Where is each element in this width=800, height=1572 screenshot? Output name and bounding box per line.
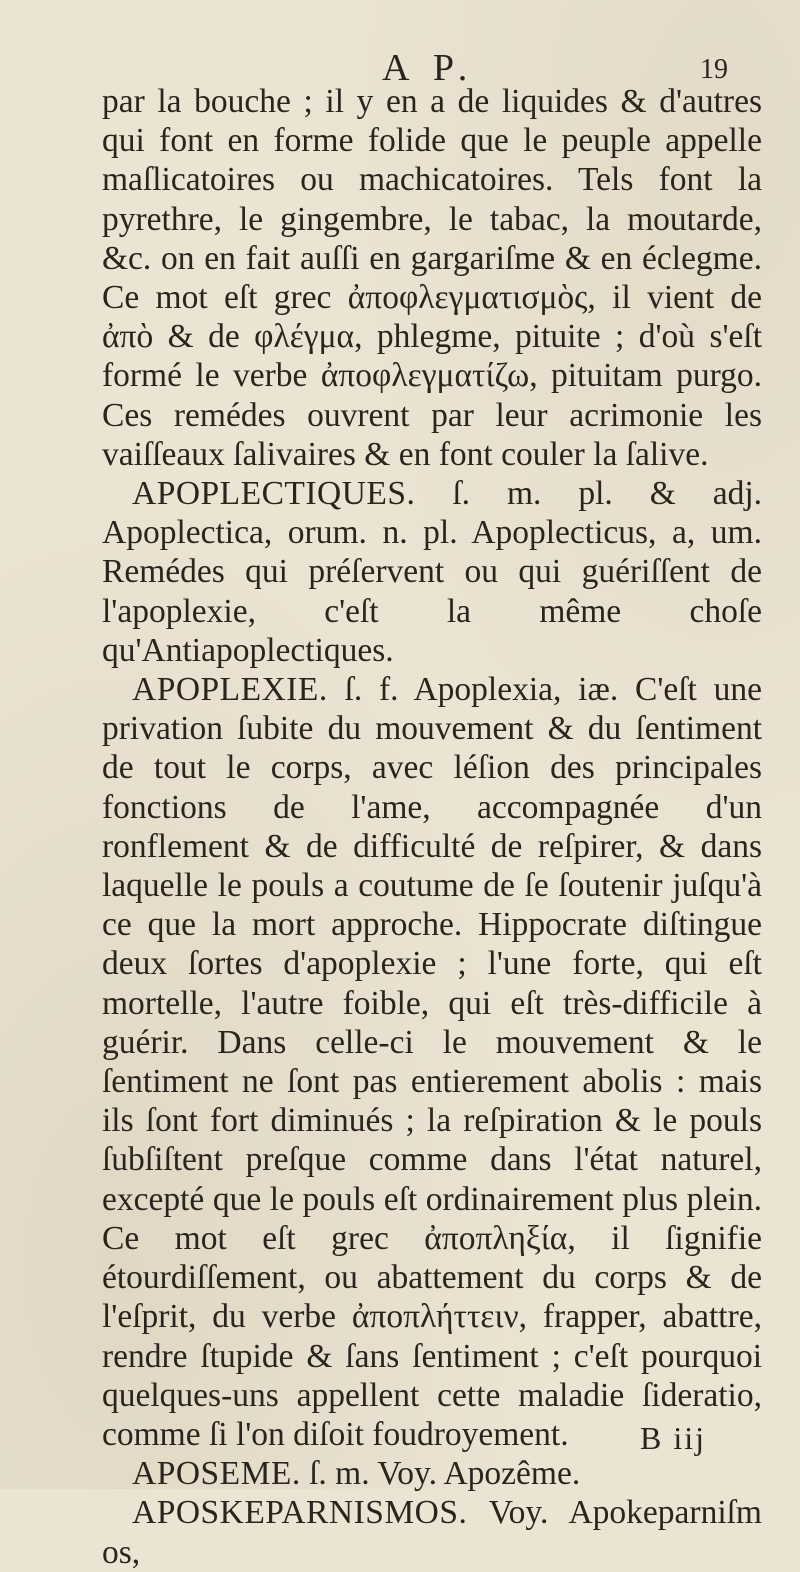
running-head-letters: A P. bbox=[382, 47, 476, 89]
running-head bbox=[0, 44, 800, 89]
entry-aposeme bbox=[102, 1454, 762, 1493]
entry-apoplexie bbox=[102, 670, 762, 1454]
entry-aposkeparnismos bbox=[102, 1493, 762, 1571]
entry-text: Voy. Apokeparniſm os, bbox=[102, 1494, 762, 1571]
entry-headword: APOSKEPARNISMOS. bbox=[132, 1494, 468, 1532]
entry-apoplectiques bbox=[102, 474, 762, 670]
text-body bbox=[102, 82, 762, 1572]
page-number: 19 bbox=[700, 54, 728, 85]
signature-mark: B iij bbox=[640, 1420, 707, 1456]
entry-headword: APOPLECTIQUES. bbox=[132, 475, 416, 513]
paragraph-text: par la bouche ; il y en a de liquides & d'autres qui font en forme folide que le peuple appelle maſlicatoires ou machicatoires. Tels font la pyrethre, le gingembre, le tabac, la moutarde, &c. on en fait auſſi en gargariſme & en éclegme. Ce mot eſt grec ἀποφλεγματισμὸς, il vient de ἀπὸ & de φλέγμα, phlegme, pituite ; d'où s'eſt formé le verbe ἀποφλεγματίζω, pituitam purgo. Ces remédes ouvrent par leur acrimonie les vaiſſeaux ſalivaires & en font couler la ſalive. bbox=[102, 83, 762, 473]
entry-text: ſ. f. Apoplexia, iæ. C'eſt une privation ſubite du mouvement & du ſentiment de tout le corps, avec léſion des principales fonctions de l'ame, accompagnée d'un ronflement & de difficulté de reſpirer, & dans laquelle le pouls a coutume de ſe ſoutenir juſqu'à ce que la mort approche. Hippocrate diſtingue deux ſortes d'apoplexie ; l'une forte, qui eſt mortelle, l'autre foible, qui eſt très-difficile à guérir. Dans celle-ci le mouvement & le ſentiment ne ſont pas entierement abolis : mais ils ſont fort diminués ; la reſpiration & le pouls ſubſiſtent preſque comme dans l'état naturel, excepté que le pouls eſt ordinairement plus plein. Ce mot eſt grec ἀποπληξία, il ſignifie étourdiſſement, ou abattement du corps & de l'eſprit, du verbe ἀποπλήττειν, frapper, abattre, rendre ſtupide & ſans ſentiment ; c'eſt pourquoi quelques-uns appellent cette maladie ſideratio, comme ſi l'on diſoit foudroyement. bbox=[102, 671, 762, 1453]
entry-headword: APOPLEXIE. bbox=[132, 671, 328, 709]
entry-text: ſ. m. pl. & adj. Apoplectica, orum. n. pl. Apoplecticus, a, um. Remédes qui préſervent ou qui guériſſent de l'apoplexie, c'eſt la même choſe qu'Antiapoplectiques. bbox=[102, 475, 762, 669]
paragraph-continuation bbox=[102, 82, 762, 474]
entry-headword: APOSEME. bbox=[132, 1455, 301, 1493]
entry-text: ſ. m. Voy. Apozême. bbox=[300, 1455, 581, 1493]
